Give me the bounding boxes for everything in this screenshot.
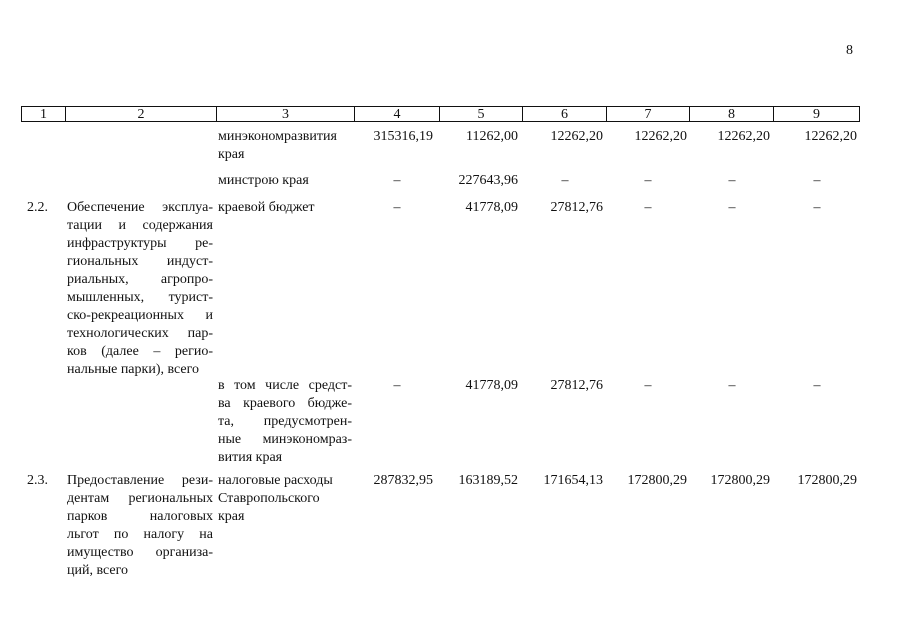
value-col-5: 227643,96 [458,173,518,188]
measure-name-line: мышленных, турист- [67,290,213,305]
funding-source-line: края [218,509,245,524]
funding-source-line: вития края [218,450,283,465]
value-col-7: 12262,20 [634,129,687,144]
funding-source-line: в том числе средст- [218,378,352,393]
measure-name-line: имущество организа- [67,545,213,560]
value-col-7: 172800,29 [627,473,687,488]
funding-source-line: края [218,147,245,162]
measure-name-line: парков налоговых [67,509,213,524]
header-col-8: 8 [689,106,774,122]
value-col-4: – [393,378,401,393]
value-col-9: – [813,200,821,215]
header-col-2: 2 [65,106,217,122]
value-col-4: 287832,95 [373,473,433,488]
measure-name-line: риальных, агропро- [67,272,213,287]
header-col-4: 4 [354,106,440,122]
funding-source-line: ва краевого бюдже- [218,396,352,411]
value-col-7: – [644,173,652,188]
value-col-8: 172800,29 [710,473,770,488]
measure-name-line: гиональных индуст- [67,254,213,269]
measure-name-line: технологических пар- [67,326,213,341]
measure-name-line: ций, всего [67,563,128,578]
header-col-7: 7 [606,106,690,122]
value-col-5: 41778,09 [465,378,518,393]
measure-name-line: нальные парки), всего [67,362,199,377]
value-col-8: – [728,173,736,188]
funding-source-line: та, предусмотрен- [218,414,352,429]
header-col-1: 1 [21,106,66,122]
value-col-9: – [813,378,821,393]
header-col-6: 6 [522,106,607,122]
value-col-7: – [644,200,652,215]
value-col-6: 27812,76 [550,200,603,215]
value-col-4: – [393,173,401,188]
page-number: 8 [846,43,853,58]
value-col-4: 315316,19 [373,129,433,144]
funding-source-line: Ставропольского [218,491,320,506]
value-col-8: – [728,200,736,215]
funding-source-line: ные минэкономраз- [218,432,352,447]
value-col-6: – [561,173,569,188]
measure-name-line: ско-рекреационных и [67,308,213,323]
measure-name-line: Предоставление рези- [67,473,213,488]
value-col-9: 12262,20 [804,129,857,144]
value-col-5: 11262,00 [466,129,518,144]
value-col-8: 12262,20 [717,129,770,144]
measure-name-line: дентам региональных [67,491,213,506]
measure-name-line: тации и содержания [67,218,213,233]
value-col-5: 163189,52 [458,473,518,488]
value-col-5: 41778,09 [465,200,518,215]
value-col-9: 172800,29 [797,473,857,488]
item-number: 2.2. [27,200,48,215]
measure-name-line: инфраструктуры ре- [67,236,213,251]
value-col-7: – [644,378,652,393]
header-col-9: 9 [773,106,860,122]
value-col-6: 27812,76 [550,378,603,393]
funding-source-line: минэкономразвития [218,129,337,144]
item-number: 2.3. [27,473,48,488]
header-col-5: 5 [439,106,523,122]
measure-name-line: Обеспечение эксплуа- [67,200,213,215]
measure-name-line: льгот по налогу на [67,527,213,542]
funding-source-line: минстрою края [218,173,309,188]
value-col-9: – [813,173,821,188]
value-col-6: 171654,13 [543,473,603,488]
value-col-8: – [728,378,736,393]
funding-source-line: краевой бюджет [218,200,315,215]
value-col-4: – [393,200,401,215]
funding-source-line: налоговые расходы [218,473,333,488]
header-col-3: 3 [216,106,355,122]
measure-name-line: ков (далее – регио- [67,344,213,359]
value-col-6: 12262,20 [550,129,603,144]
